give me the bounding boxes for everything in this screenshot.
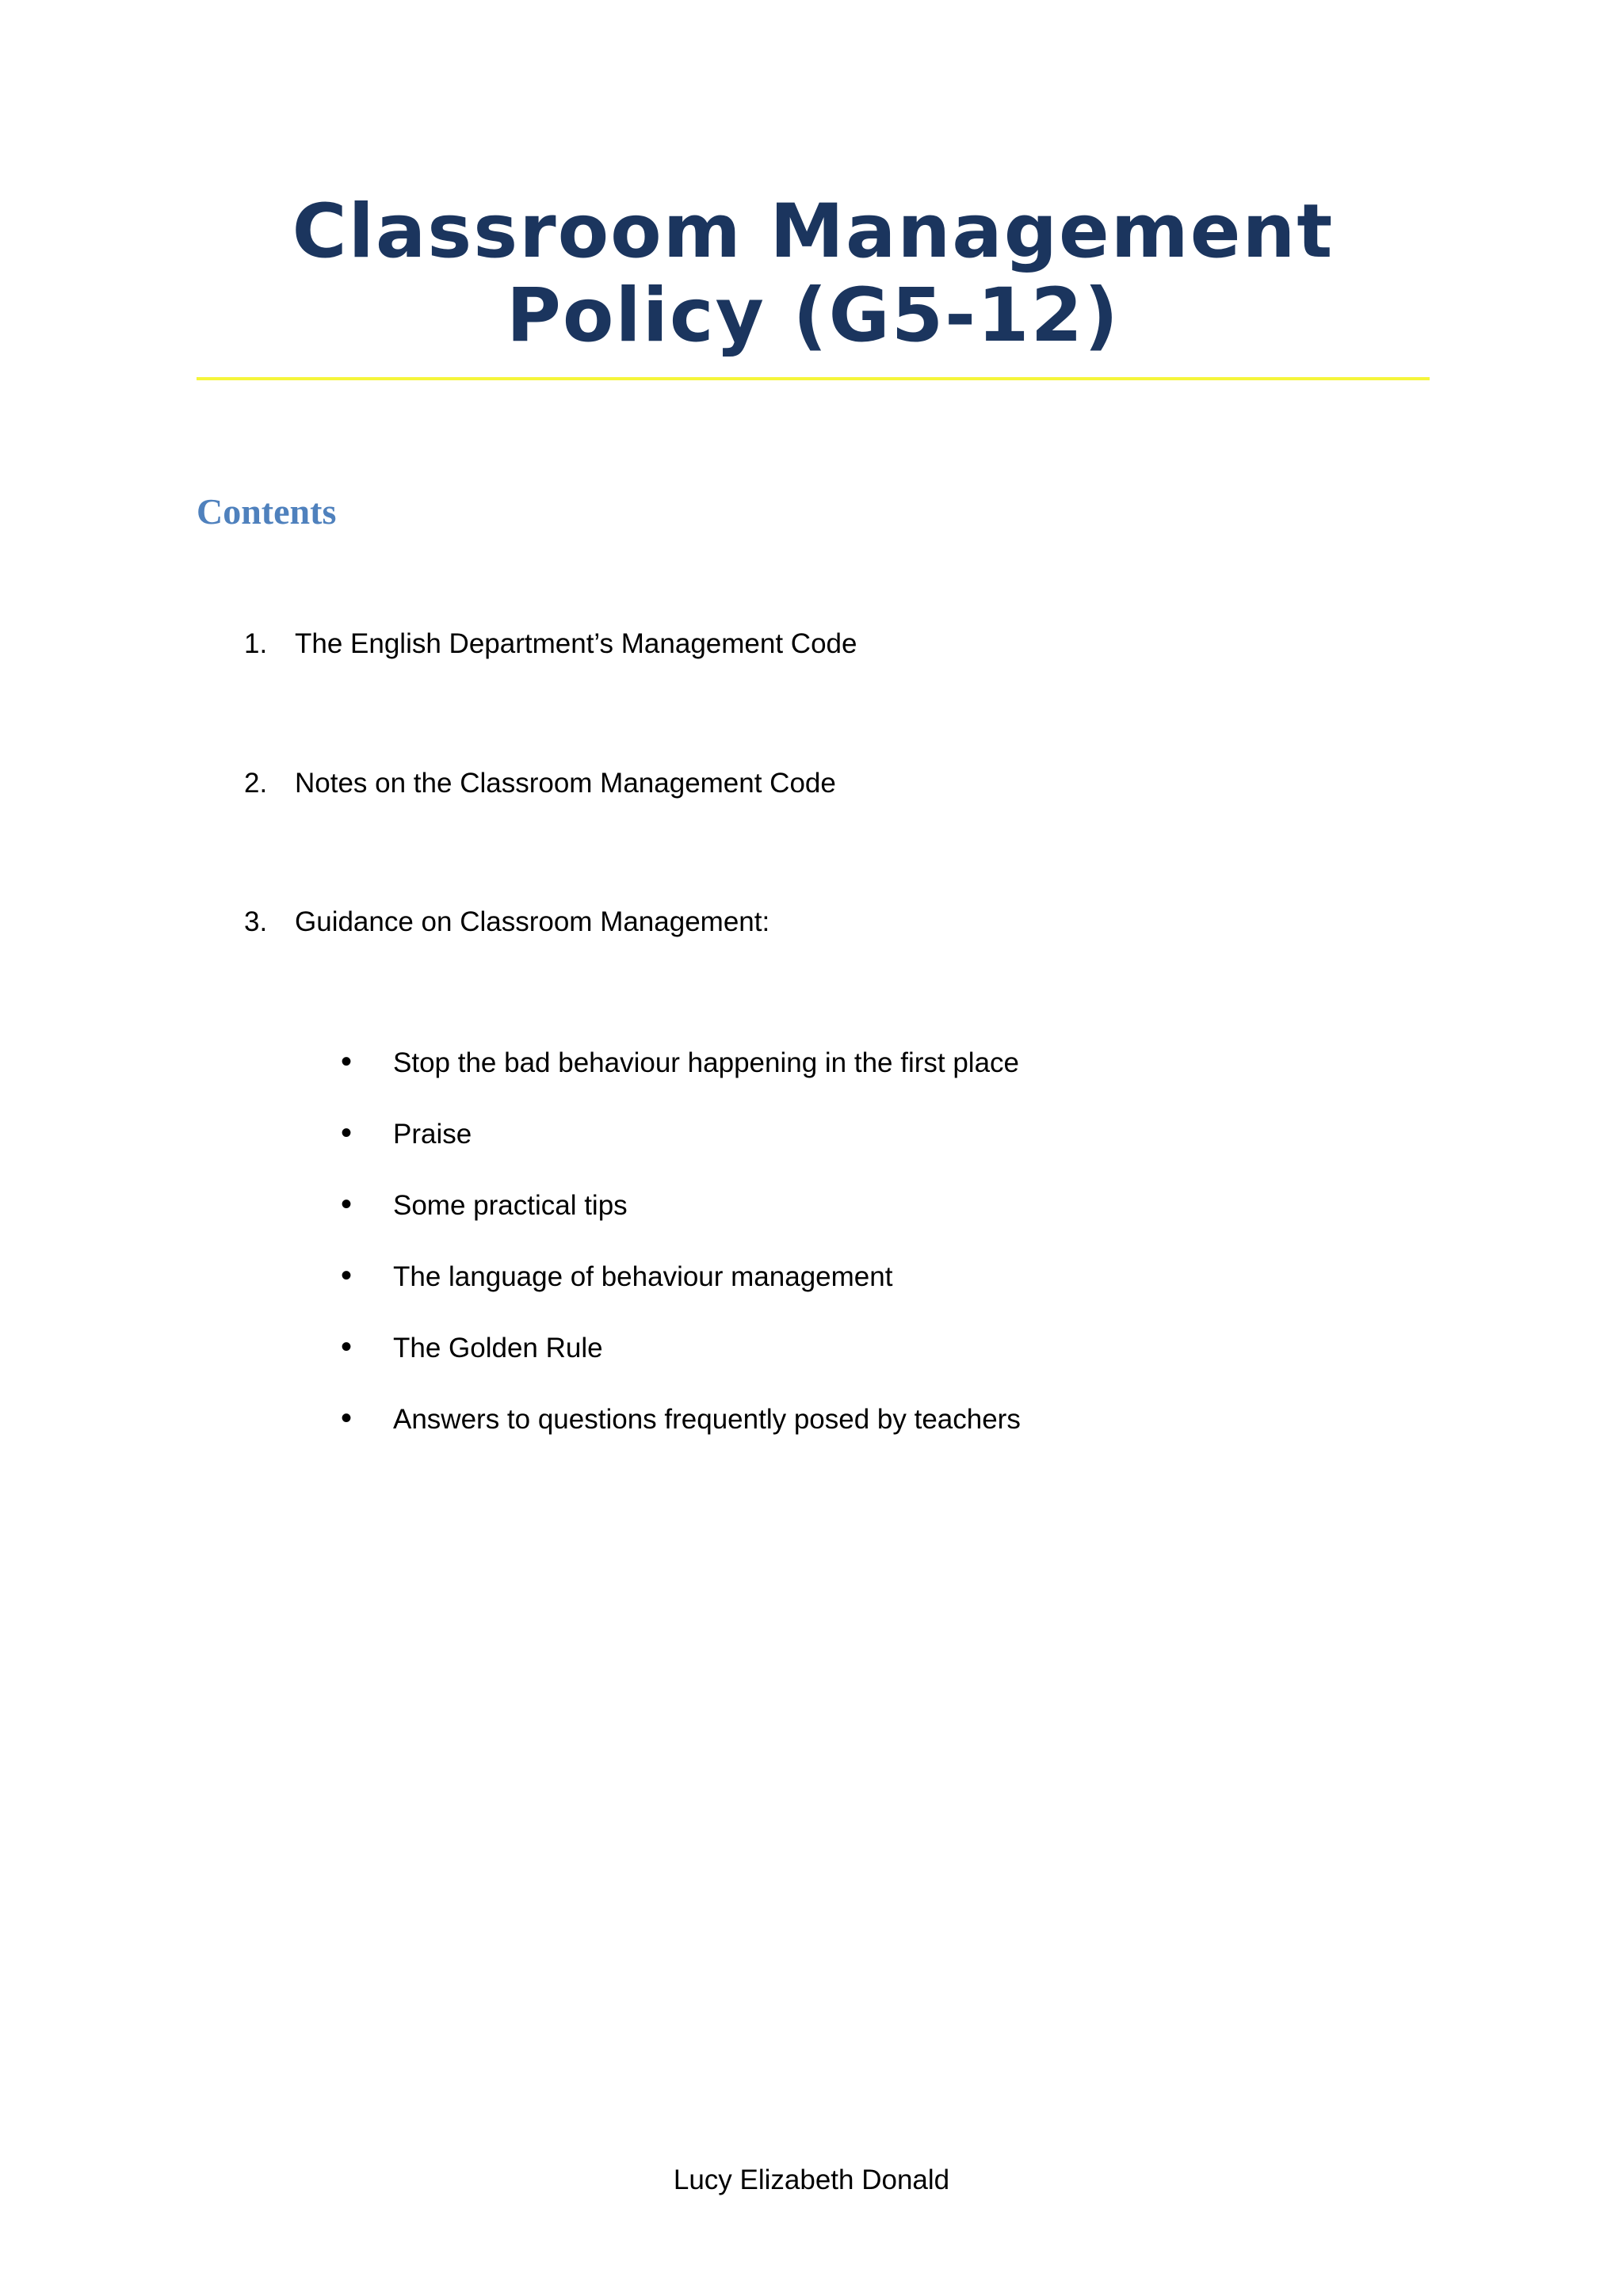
bullet-icon: •: [341, 1187, 353, 1222]
title-divider: [197, 377, 1430, 380]
bullet-text: Stop the bad behaviour happening in the first place: [393, 1047, 1020, 1078]
bullet-item-2: [341, 1116, 472, 1152]
bullet-icon: •: [341, 1116, 353, 1150]
toc-item-1: [244, 627, 857, 662]
bullet-icon: •: [341, 1044, 353, 1079]
document-title: [197, 190, 1430, 358]
bullet-icon: •: [341, 1401, 353, 1436]
bullet-icon: •: [341, 1258, 353, 1293]
title-line-2: Policy (G5-12): [506, 273, 1120, 359]
toc-number: 3.: [244, 906, 268, 937]
bullet-text: Answers to questions frequently posed by teachers: [393, 1404, 1021, 1435]
toc-number: 1.: [244, 628, 268, 659]
contents-heading: Contents: [197, 491, 337, 532]
bullet-item-6: [341, 1401, 1021, 1437]
toc-item-3: [244, 905, 769, 940]
bullet-text: The language of behaviour management: [393, 1261, 893, 1292]
bullet-item-1: [341, 1044, 1019, 1081]
toc-text: Notes on the Classroom Management Code: [295, 768, 836, 799]
bullet-text: Praise: [393, 1119, 472, 1150]
toc-item-2: [244, 766, 836, 801]
bullet-item-3: [341, 1187, 628, 1223]
bullet-icon: •: [341, 1329, 353, 1364]
bullet-text: Some practical tips: [393, 1190, 628, 1221]
bullet-text: The Golden Rule: [393, 1333, 603, 1363]
title-line-1: Classroom Management: [292, 189, 1335, 275]
author-name: Lucy Elizabeth Donald: [673, 2164, 950, 2195]
bullet-item-4: [341, 1258, 892, 1295]
bullet-item-5: [341, 1329, 603, 1366]
toc-number: 2.: [244, 768, 268, 799]
toc-text: The English Department’s Management Code: [295, 628, 857, 659]
toc-text: Guidance on Classroom Management:: [295, 906, 770, 937]
